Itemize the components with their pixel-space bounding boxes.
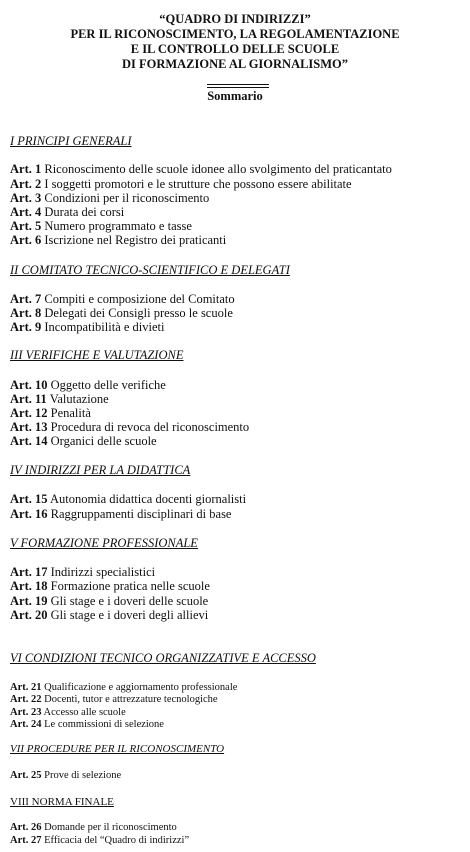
article-title: Valutazione bbox=[49, 392, 109, 406]
article-title: Prove di selezione bbox=[44, 770, 122, 781]
article-title: Durata dei corsi bbox=[44, 205, 125, 219]
article-number: Art. 12 bbox=[10, 406, 48, 420]
article-number: Art. 21 bbox=[10, 682, 42, 693]
toc-item bbox=[10, 492, 246, 507]
summary-heading: Sommario bbox=[207, 89, 263, 103]
toc-item bbox=[10, 177, 352, 192]
article-number: Art. 27 bbox=[10, 835, 42, 846]
article-title: Iscrizione nel Registro dei praticanti bbox=[44, 233, 227, 247]
article-title: Numero programmato e tasse bbox=[44, 219, 192, 233]
title-line: E IL CONTROLLO DELLE SCUOLE bbox=[130, 42, 340, 56]
toc-item bbox=[10, 392, 109, 407]
article-title: Gli stage e i doveri degli allievi bbox=[50, 608, 209, 622]
section-heading: VIII NORMA FINALE bbox=[10, 796, 114, 808]
toc-item bbox=[10, 434, 157, 449]
article-title: Oggetto delle verifiche bbox=[50, 378, 166, 392]
article-title: Penalità bbox=[50, 406, 91, 420]
article-number: Art. 20 bbox=[10, 608, 48, 622]
article-title: Procedura di revoca del riconoscimento bbox=[50, 420, 250, 434]
toc-item bbox=[10, 306, 233, 321]
toc-item bbox=[10, 191, 209, 206]
article-number: Art. 8 bbox=[10, 306, 42, 320]
article-number: Art. 5 bbox=[10, 219, 42, 233]
article-title: Gli stage e i doveri delle scuole bbox=[50, 594, 209, 608]
section-heading: VI CONDIZIONI TECNICO ORGANIZZATIVE E ACCESSO bbox=[10, 651, 316, 665]
article-title: Qualificazione e aggiornamento professionale bbox=[44, 682, 238, 693]
article-number: Art. 26 bbox=[10, 822, 42, 833]
toc-item bbox=[10, 821, 177, 834]
article-title: Domande per il riconoscimento bbox=[44, 822, 177, 833]
section-heading: III VERIFICHE E VALUTAZIONE bbox=[10, 348, 184, 362]
article-number: Art. 13 bbox=[10, 420, 48, 434]
article-title: Incompatibilità e divieti bbox=[44, 320, 165, 334]
article-number: Art. 3 bbox=[10, 191, 42, 205]
article-number: Art. 19 bbox=[10, 594, 48, 608]
article-number: Art. 4 bbox=[10, 205, 42, 219]
article-number: Art. 6 bbox=[10, 233, 42, 247]
article-number: Art. 22 bbox=[10, 694, 42, 705]
toc-item bbox=[10, 594, 208, 609]
article-title: Docenti, tutor e attrezzature tecnologiche bbox=[44, 694, 218, 705]
article-title: Delegati dei Consigli presso le scuole bbox=[44, 306, 233, 320]
toc-item bbox=[10, 219, 192, 234]
article-title: Indirizzi specialistici bbox=[50, 565, 156, 579]
toc-item bbox=[10, 320, 164, 335]
article-title: Le commissioni di selezione bbox=[44, 719, 164, 730]
toc-item bbox=[10, 406, 91, 421]
article-number: Art. 24 bbox=[10, 719, 42, 730]
title-divider bbox=[207, 84, 269, 88]
article-title: Organici delle scuole bbox=[50, 434, 157, 448]
article-title: Accesso alle scuole bbox=[43, 707, 126, 718]
toc-item bbox=[10, 834, 189, 847]
toc-item bbox=[10, 233, 226, 248]
article-number: Art. 2 bbox=[10, 177, 42, 191]
toc-item bbox=[10, 608, 208, 623]
toc-item bbox=[10, 162, 392, 177]
article-title: Raggruppamenti disciplinari di base bbox=[50, 507, 232, 521]
toc-item bbox=[10, 693, 218, 706]
article-number: Art. 9 bbox=[10, 320, 42, 334]
article-number: Art. 16 bbox=[10, 507, 48, 521]
toc-item bbox=[10, 718, 164, 731]
title-line: “QUADRO DI INDIRIZZI” bbox=[159, 12, 311, 26]
article-number: Art. 23 bbox=[10, 707, 42, 718]
title-line: DI FORMAZIONE AL GIORNALISMO” bbox=[121, 57, 349, 71]
article-title: Compiti e composizione del Comitato bbox=[44, 292, 235, 306]
toc-item bbox=[10, 378, 166, 393]
title-line: PER IL RICONOSCIMENTO, LA REGOLAMENTAZIONE bbox=[70, 27, 400, 41]
article-number: Art. 10 bbox=[10, 378, 48, 392]
toc-item bbox=[10, 579, 210, 594]
article-title: Condizioni per il riconoscimento bbox=[44, 191, 210, 205]
section-heading: V FORMAZIONE PROFESSIONALE bbox=[10, 536, 198, 550]
article-number: Art. 7 bbox=[10, 292, 42, 306]
article-title: Formazione pratica nelle scuole bbox=[50, 579, 210, 593]
article-number: Art. 25 bbox=[10, 770, 42, 781]
article-title: I soggetti promotori e le strutture che possono essere abilitate bbox=[44, 177, 352, 191]
section-heading: II COMITATO TECNICO-SCIENTIFICO E DELEGATI bbox=[10, 263, 290, 277]
article-number: Art. 17 bbox=[10, 565, 48, 579]
section-heading: VII PROCEDURE PER IL RICONOSCIMENTO bbox=[10, 743, 225, 755]
article-number: Art. 14 bbox=[10, 434, 48, 448]
document-title bbox=[0, 12, 470, 72]
toc-item bbox=[10, 292, 235, 307]
article-title: Autonomia didattica docenti giornalisti bbox=[49, 492, 247, 506]
toc-item bbox=[10, 205, 124, 220]
toc-item bbox=[10, 420, 249, 435]
article-number: Art. 1 bbox=[10, 162, 42, 176]
toc-item bbox=[10, 565, 155, 580]
article-title: Efficacia del “Quadro di indirizzi” bbox=[44, 835, 190, 846]
article-title: Riconoscimento delle scuole idonee allo svolgimento del praticantato bbox=[44, 162, 392, 176]
article-number: Art. 11 bbox=[10, 392, 47, 406]
section-heading: I PRINCIPI GENERALI bbox=[10, 134, 132, 148]
toc-item bbox=[10, 769, 121, 782]
section-heading: IV INDIRIZZI PER LA DIDATTICA bbox=[10, 463, 191, 477]
toc-item bbox=[10, 507, 231, 522]
article-number: Art. 15 bbox=[10, 492, 48, 506]
article-number: Art. 18 bbox=[10, 579, 48, 593]
